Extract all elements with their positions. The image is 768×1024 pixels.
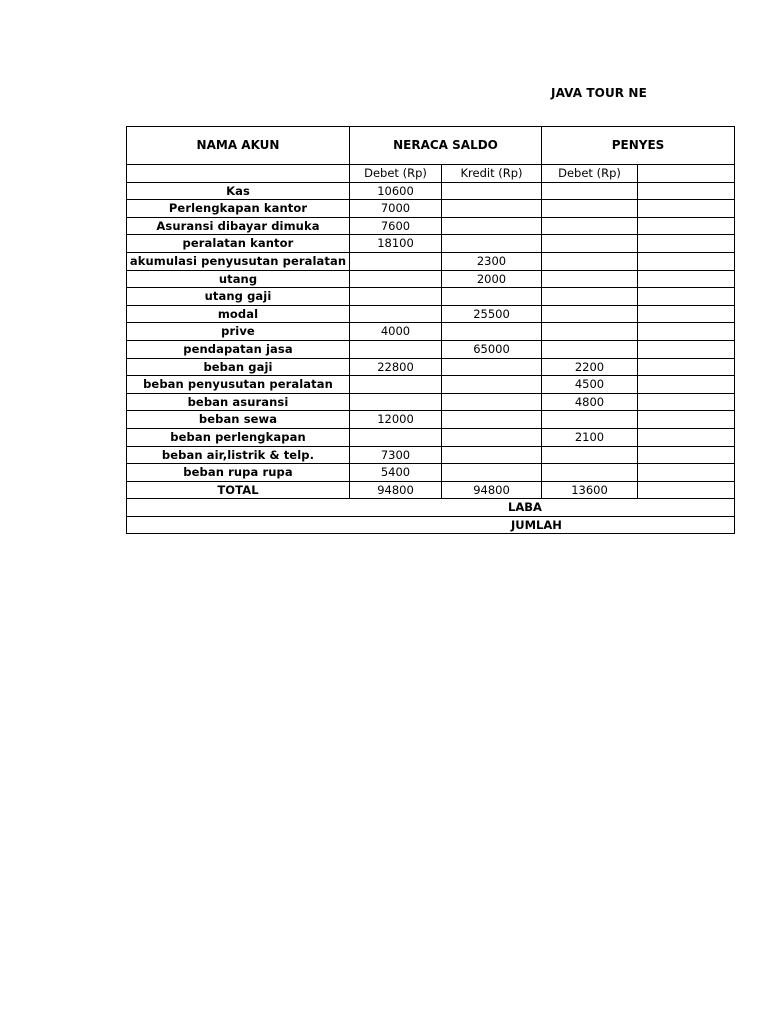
worksheet-viewport (126, 126, 665, 536)
adj-credit-cell (638, 340, 735, 358)
adj-credit-cell (638, 288, 735, 306)
jumlah-label: JUMLAH (127, 516, 735, 534)
adj-credit-cell (638, 235, 735, 253)
row-12 (127, 393, 735, 411)
header-account: NAMA AKUN (127, 127, 350, 165)
adj-credit-cell (638, 428, 735, 446)
adj-credit-cell (638, 411, 735, 429)
jumlah-row (127, 516, 735, 534)
adj-credit-cell (638, 217, 735, 235)
adj-credit-cell (638, 252, 735, 270)
row-1 (127, 200, 735, 218)
credit-cell: 2000 (442, 270, 542, 288)
account-name: utang gaji (127, 288, 350, 306)
row-3 (127, 235, 735, 253)
adj-debit-cell (542, 200, 638, 218)
debit-cell (350, 376, 442, 394)
row-11 (127, 376, 735, 394)
adj-credit-cell (638, 393, 735, 411)
row-5 (127, 270, 735, 288)
credit-cell (442, 376, 542, 394)
adj-debit-cell (542, 288, 638, 306)
adj-debit-cell (542, 464, 638, 482)
header-row (127, 127, 735, 165)
debit-cell (350, 252, 442, 270)
account-name: Kas (127, 182, 350, 200)
credit-cell: 65000 (442, 340, 542, 358)
worksheet-table (126, 126, 735, 534)
account-name: beban air,listrik & telp. (127, 446, 350, 464)
adj-debit-cell: 2100 (542, 428, 638, 446)
adj-debit-cell (542, 182, 638, 200)
row-13 (127, 411, 735, 429)
adj-debit-cell: 4800 (542, 393, 638, 411)
page-title: JAVA TOUR NE (551, 86, 647, 100)
account-name: peralatan kantor (127, 235, 350, 253)
row-7 (127, 305, 735, 323)
debit-cell (350, 428, 442, 446)
account-name: Perlengkapan kantor (127, 200, 350, 218)
account-name: beban perlengkapan (127, 428, 350, 446)
debit-cell (350, 270, 442, 288)
adj-debit-cell (542, 446, 638, 464)
account-name: prive (127, 323, 350, 341)
account-name: modal (127, 305, 350, 323)
laba-row (127, 499, 735, 517)
header-adjustment: PENYES (542, 127, 735, 165)
credit-cell (442, 182, 542, 200)
row-16 (127, 464, 735, 482)
adj-debit-cell (542, 305, 638, 323)
debit-cell: 4000 (350, 323, 442, 341)
subheader-adj-credit (638, 165, 735, 183)
credit-cell (442, 411, 542, 429)
debit-cell: 5400 (350, 464, 442, 482)
account-name: akumulasi penyusutan peralatan (127, 252, 350, 270)
adj-credit-cell (638, 305, 735, 323)
total-adj-debit: 13600 (542, 481, 638, 499)
adj-credit-cell (638, 270, 735, 288)
adj-credit-cell (638, 323, 735, 341)
account-name: beban asuransi (127, 393, 350, 411)
debit-cell: 7300 (350, 446, 442, 464)
credit-cell: 25500 (442, 305, 542, 323)
debit-cell: 12000 (350, 411, 442, 429)
credit-cell (442, 446, 542, 464)
debit-cell (350, 305, 442, 323)
adj-debit-cell (542, 323, 638, 341)
adj-credit-cell (638, 358, 735, 376)
total-row (127, 481, 735, 499)
row-4 (127, 252, 735, 270)
total-adj-credit (638, 481, 735, 499)
debit-cell: 18100 (350, 235, 442, 253)
account-name: beban rupa rupa (127, 464, 350, 482)
account-name: beban gaji (127, 358, 350, 376)
debit-cell: 7000 (350, 200, 442, 218)
header-trial-balance: NERACA SALDO (350, 127, 542, 165)
row-14 (127, 428, 735, 446)
adj-debit-cell (542, 217, 638, 235)
debit-cell (350, 288, 442, 306)
row-15 (127, 446, 735, 464)
row-2 (127, 217, 735, 235)
adj-debit-cell: 4500 (542, 376, 638, 394)
debit-cell: 10600 (350, 182, 442, 200)
row-6 (127, 288, 735, 306)
total-label: TOTAL (127, 481, 350, 499)
account-name: beban sewa (127, 411, 350, 429)
adj-credit-cell (638, 200, 735, 218)
credit-cell (442, 323, 542, 341)
credit-cell (442, 200, 542, 218)
total-credit: 94800 (442, 481, 542, 499)
subheader-row (127, 165, 735, 183)
account-name: utang (127, 270, 350, 288)
credit-cell (442, 288, 542, 306)
laba-label: LABA (127, 499, 735, 517)
adj-debit-cell (542, 411, 638, 429)
adj-debit-cell (542, 340, 638, 358)
row-9 (127, 340, 735, 358)
subheader-empty (127, 165, 350, 183)
row-8 (127, 323, 735, 341)
account-name: beban penyusutan peralatan (127, 376, 350, 394)
account-name: Asuransi dibayar dimuka (127, 217, 350, 235)
adj-debit-cell (542, 252, 638, 270)
debit-cell (350, 393, 442, 411)
debit-cell: 7600 (350, 217, 442, 235)
debit-cell (350, 340, 442, 358)
subheader-adj-debit: Debet (Rp) (542, 165, 638, 183)
credit-cell (442, 464, 542, 482)
total-debit: 94800 (350, 481, 442, 499)
adj-debit-cell: 2200 (542, 358, 638, 376)
account-name: pendapatan jasa (127, 340, 350, 358)
adj-credit-cell (638, 376, 735, 394)
credit-cell (442, 217, 542, 235)
credit-cell (442, 235, 542, 253)
debit-cell: 22800 (350, 358, 442, 376)
row-0 (127, 182, 735, 200)
adj-credit-cell (638, 464, 735, 482)
subheader-debit: Debet (Rp) (350, 165, 442, 183)
credit-cell (442, 393, 542, 411)
row-10 (127, 358, 735, 376)
adj-credit-cell (638, 446, 735, 464)
adj-debit-cell (542, 235, 638, 253)
adj-credit-cell (638, 182, 735, 200)
adj-debit-cell (542, 270, 638, 288)
subheader-credit: Kredit (Rp) (442, 165, 542, 183)
credit-cell: 2300 (442, 252, 542, 270)
credit-cell (442, 428, 542, 446)
credit-cell (442, 358, 542, 376)
